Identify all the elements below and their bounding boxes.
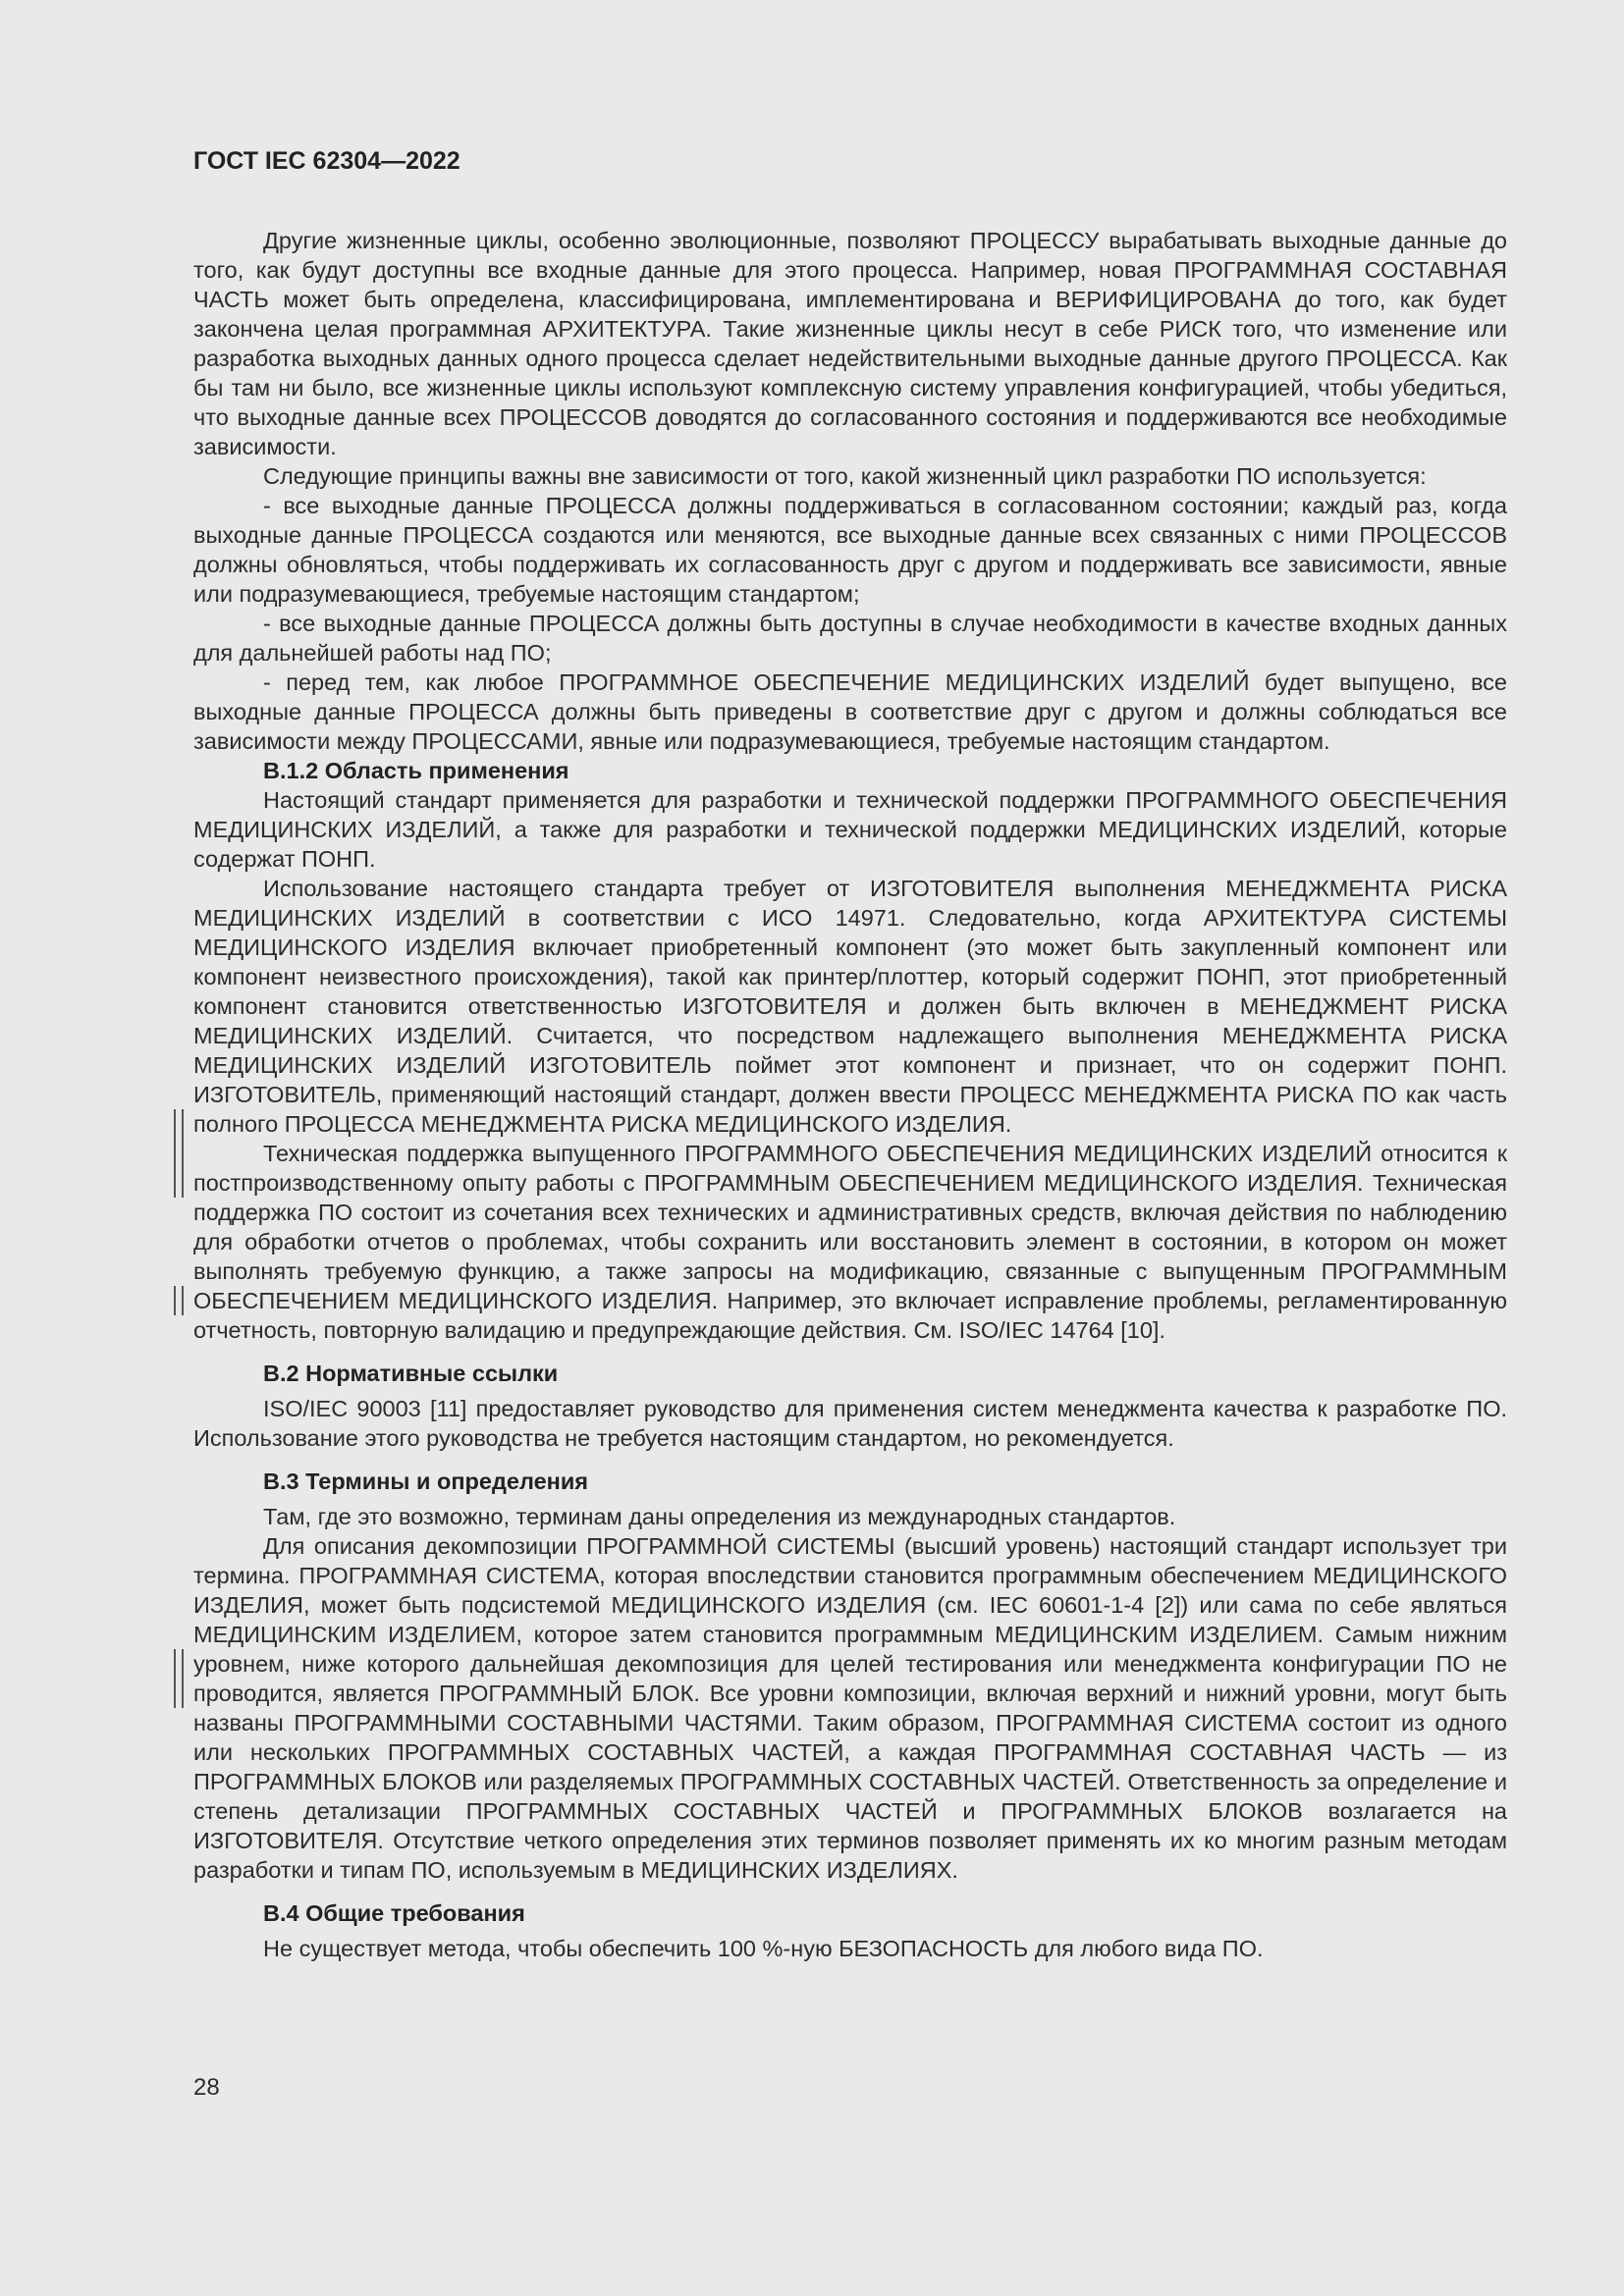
paragraph: Другие жизненные циклы, особенно эволюционные, позволяют ПРОЦЕССУ вырабатывать выходные данные до того, как будут доступны все входные данные для этого процесса. Например, новая ПРОГРАММНАЯ СОСТАВНАЯ ЧАСТЬ может быть определена, классифицирована, имплементирована и ВЕРИФИЦИРОВАНА до того, как будет закончена целая программная АРХИТЕКТУРА. Такие жизненные циклы несут в себе РИСК того, что изменение или разработка выходных данных одного процесса сделает недействительными выходные данные другого ПРОЦЕССА. Как бы там ни было, все жизненные циклы используют комплексную систему управления конфигурацией, чтобы убедиться, что выходные данные всех ПРОЦЕССОВ доводятся до согласованного состояния и поддерживаются все необходимые зависимости.	[193, 228, 1507, 459]
list-item: - перед тем, как любое ПРОГРАММНОЕ ОБЕСПЕЧЕНИЕ МЕДИЦИНСКИХ ИЗДЕЛИЙ будет выпущено, все выходные данные ПРОЦЕССА должны быть приведены в соответствие друг с другом и должны соблюдаться все зависимости между ПРОЦЕССАМИ, явные или подразумевающиеся, требуемые настоящим стандартом.	[193, 669, 1507, 754]
list-item: - все выходные данные ПРОЦЕССА должны поддерживаться в согласованном состоянии; каждый раз, когда выходные данные ПРОЦЕССА создаются или меняются, все выходные данные всех связанных с ними ПРОЦЕССОВ должны обновляться, чтобы поддерживать их согласованность друг с другом и поддерживать все зависимости, явные или подразумевающиеся, требуемые настоящим стандартом;	[193, 493, 1507, 607]
paragraph-text: Для описания декомпозиции ПРОГРАММНОЙ СИСТЕМЫ (высший уровень) настоящий стандарт использует три термина. ПРОГРАММНАЯ СИСТЕМА, которая впоследствии становится программным обеспечением МЕДИЦИНСКОГО ИЗДЕЛИЯ, может быть подсистемой МЕДИЦИНСКОГО ИЗДЕЛИЯ (см. IEC 60601-1-4 [2]) или сама по себе являться МЕДИЦИНСКИМ ИЗДЕЛИЕМ, которое затем становится программным МЕДИЦИНСКИМ ИЗДЕЛИЕМ. Самым нижним уровнем, ниже которого дальнейшая декомпозиция для целей тестирования или менеджмента конфигурации ПО не проводится, является ПРОГРАММНЫЙ БЛОК. Все уровни композиции, включая верхний и нижний уровни, могут быть названы ПРОГРАММНЫМИ СОСТАВНЫМИ ЧАСТЯМИ. Таким образом, ПРОГРАММНАЯ СИСТЕМА состоит из одного или нескольких ПРОГРАММНЫХ СОСТАВНЫХ ЧАСТЕЙ, а каждая ПРОГРАММНАЯ СОСТАВНАЯ ЧАСТЬ — из ПРОГРАММНЫХ БЛОКОВ или разделяемых ПРОГРАММНЫХ СОСТАВНЫХ ЧАСТЕЙ. Ответственность за определение и степень детализации ПРОГРАММНЫХ СОСТАВНЫХ ЧАСТЕЙ и ПРОГРАММНЫХ БЛОКОВ возлагается на ИЗГОТОВИТЕЛЯ. Отсутствие четкого определения этих терминов позволяет применять их ко многим разным методам разработки и типам ПО, используемым в МЕДИЦИНСКИХ ИЗДЕЛИЯХ.	[193, 1533, 1507, 1883]
paragraph-text: Техническая поддержка выпущенного ПРОГРАММНОГО ОБЕСПЕЧЕНИЯ МЕДИЦИНСКИХ ИЗДЕЛИЙ относится к постпроизводственному опыту работы с ПРОГРАММНЫМ ОБЕСПЕЧЕНИЕМ МЕДИЦИНСКОГО ИЗДЕЛИЯ. Техническая поддержка ПО состоит из сочетания всех технических и административных средств, включая действия по наблюдению для обработки отчетов о проблемах, чтобы сохранить или восстановить элемент в состоянии, в котором он может выполнять требуемую функцию, а также запросы на модификацию, связанные с выпущенным ПРОГРАММНЫМ ОБЕСПЕЧЕНИЕМ МЕДИЦИНСКОГО ИЗДЕЛИЯ. Например, это включает исправление проблемы, регламентированную отчетность, повторную валидацию и предупреждающие действия. См. ISO/IEC 14764 [10].	[193, 1141, 1507, 1343]
list-item: - все выходные данные ПРОЦЕССА должны быть доступны в случае необходимости в качестве входных данных для дальнейшей работы над ПО;	[193, 611, 1507, 666]
paragraph: Там, где это возможно, терминам даны определения из международных стандартов.	[263, 1504, 1176, 1529]
paragraph	[193, 1139, 1507, 1345]
change-bar	[174, 1649, 184, 1708]
change-bar	[174, 1109, 184, 1168]
paragraph	[193, 874, 1507, 1139]
section-heading: В.3 Термины и определения	[263, 1468, 588, 1494]
document-body	[193, 226, 1507, 1963]
document-header: ГОСТ IEC 62304—2022	[193, 147, 460, 175]
paragraph: ISO/IEC 90003 [11] предоставляет руководство для применения систем менеджмента качества к разработке ПО. Использование этого руководства не требуется настоящим стандартом, но рекомендуется.	[193, 1396, 1507, 1451]
page-number: 28	[193, 2074, 220, 2101]
change-bar	[174, 1286, 184, 1315]
paragraph	[193, 1531, 1507, 1885]
section-heading: В.4 Общие требования	[263, 1900, 525, 1926]
change-bar	[174, 1168, 184, 1198]
paragraph-text: Использование настоящего стандарта требует от ИЗГОТОВИТЕЛЯ выполнения МЕНЕДЖМЕНТА РИСКА МЕДИЦИНСКИХ ИЗДЕЛИЙ в соответствии с ИСО 14971. Следовательно, когда АРХИТЕКТУРА СИСТЕМЫ МЕДИЦИНСКОГО ИЗДЕЛИЯ включает приобретенный компонент (это может быть закупленный компонент или компонент неизвестного происхождения), такой как принтер/плоттер, который содержит ПОНП, этот приобретенный компонент становится ответственностью ИЗГОТОВИТЕЛЯ и должен быть включен в МЕНЕДЖМЕНТ РИСКА МЕДИЦИНСКИХ ИЗДЕЛИЙ. Считается, что посредством надлежащего выполнения МЕНЕДЖМЕНТА РИСКА МЕДИЦИНСКИХ ИЗДЕЛИЙ ИЗГОТОВИТЕЛЬ поймет этот компонент и признает, что он содержит ПОНП. ИЗГОТОВИТЕЛЬ, применяющий настоящий стандарт, должен ввести ПРОЦЕСС МЕНЕДЖМЕНТА РИСКА ПО как часть полного ПРОЦЕССА МЕНЕДЖМЕНТА РИСКА МЕДИЦИНСКОГО ИЗДЕЛИЯ.	[193, 876, 1507, 1137]
paragraph: Не существует метода, чтобы обеспечить 100 %-ную БЕЗОПАСНОСТЬ для любого вида ПО.	[263, 1936, 1264, 1961]
section-heading: В.2 Нормативные ссылки	[263, 1361, 559, 1386]
section-heading: В.1.2 Область применения	[263, 758, 569, 783]
paragraph: Настоящий стандарт применяется для разработки и технической поддержки ПРОГРАММНОГО ОБЕСПЕЧЕНИЯ МЕДИЦИНСКИХ ИЗДЕЛИЙ, а также для разработки и технической поддержки МЕДИЦИНСКИХ ИЗДЕЛИЙ, которые содержат ПОНП.	[193, 787, 1507, 872]
paragraph: Следующие принципы важны вне зависимости от того, какой жизненный цикл разработки ПО используется:	[263, 463, 1427, 489]
